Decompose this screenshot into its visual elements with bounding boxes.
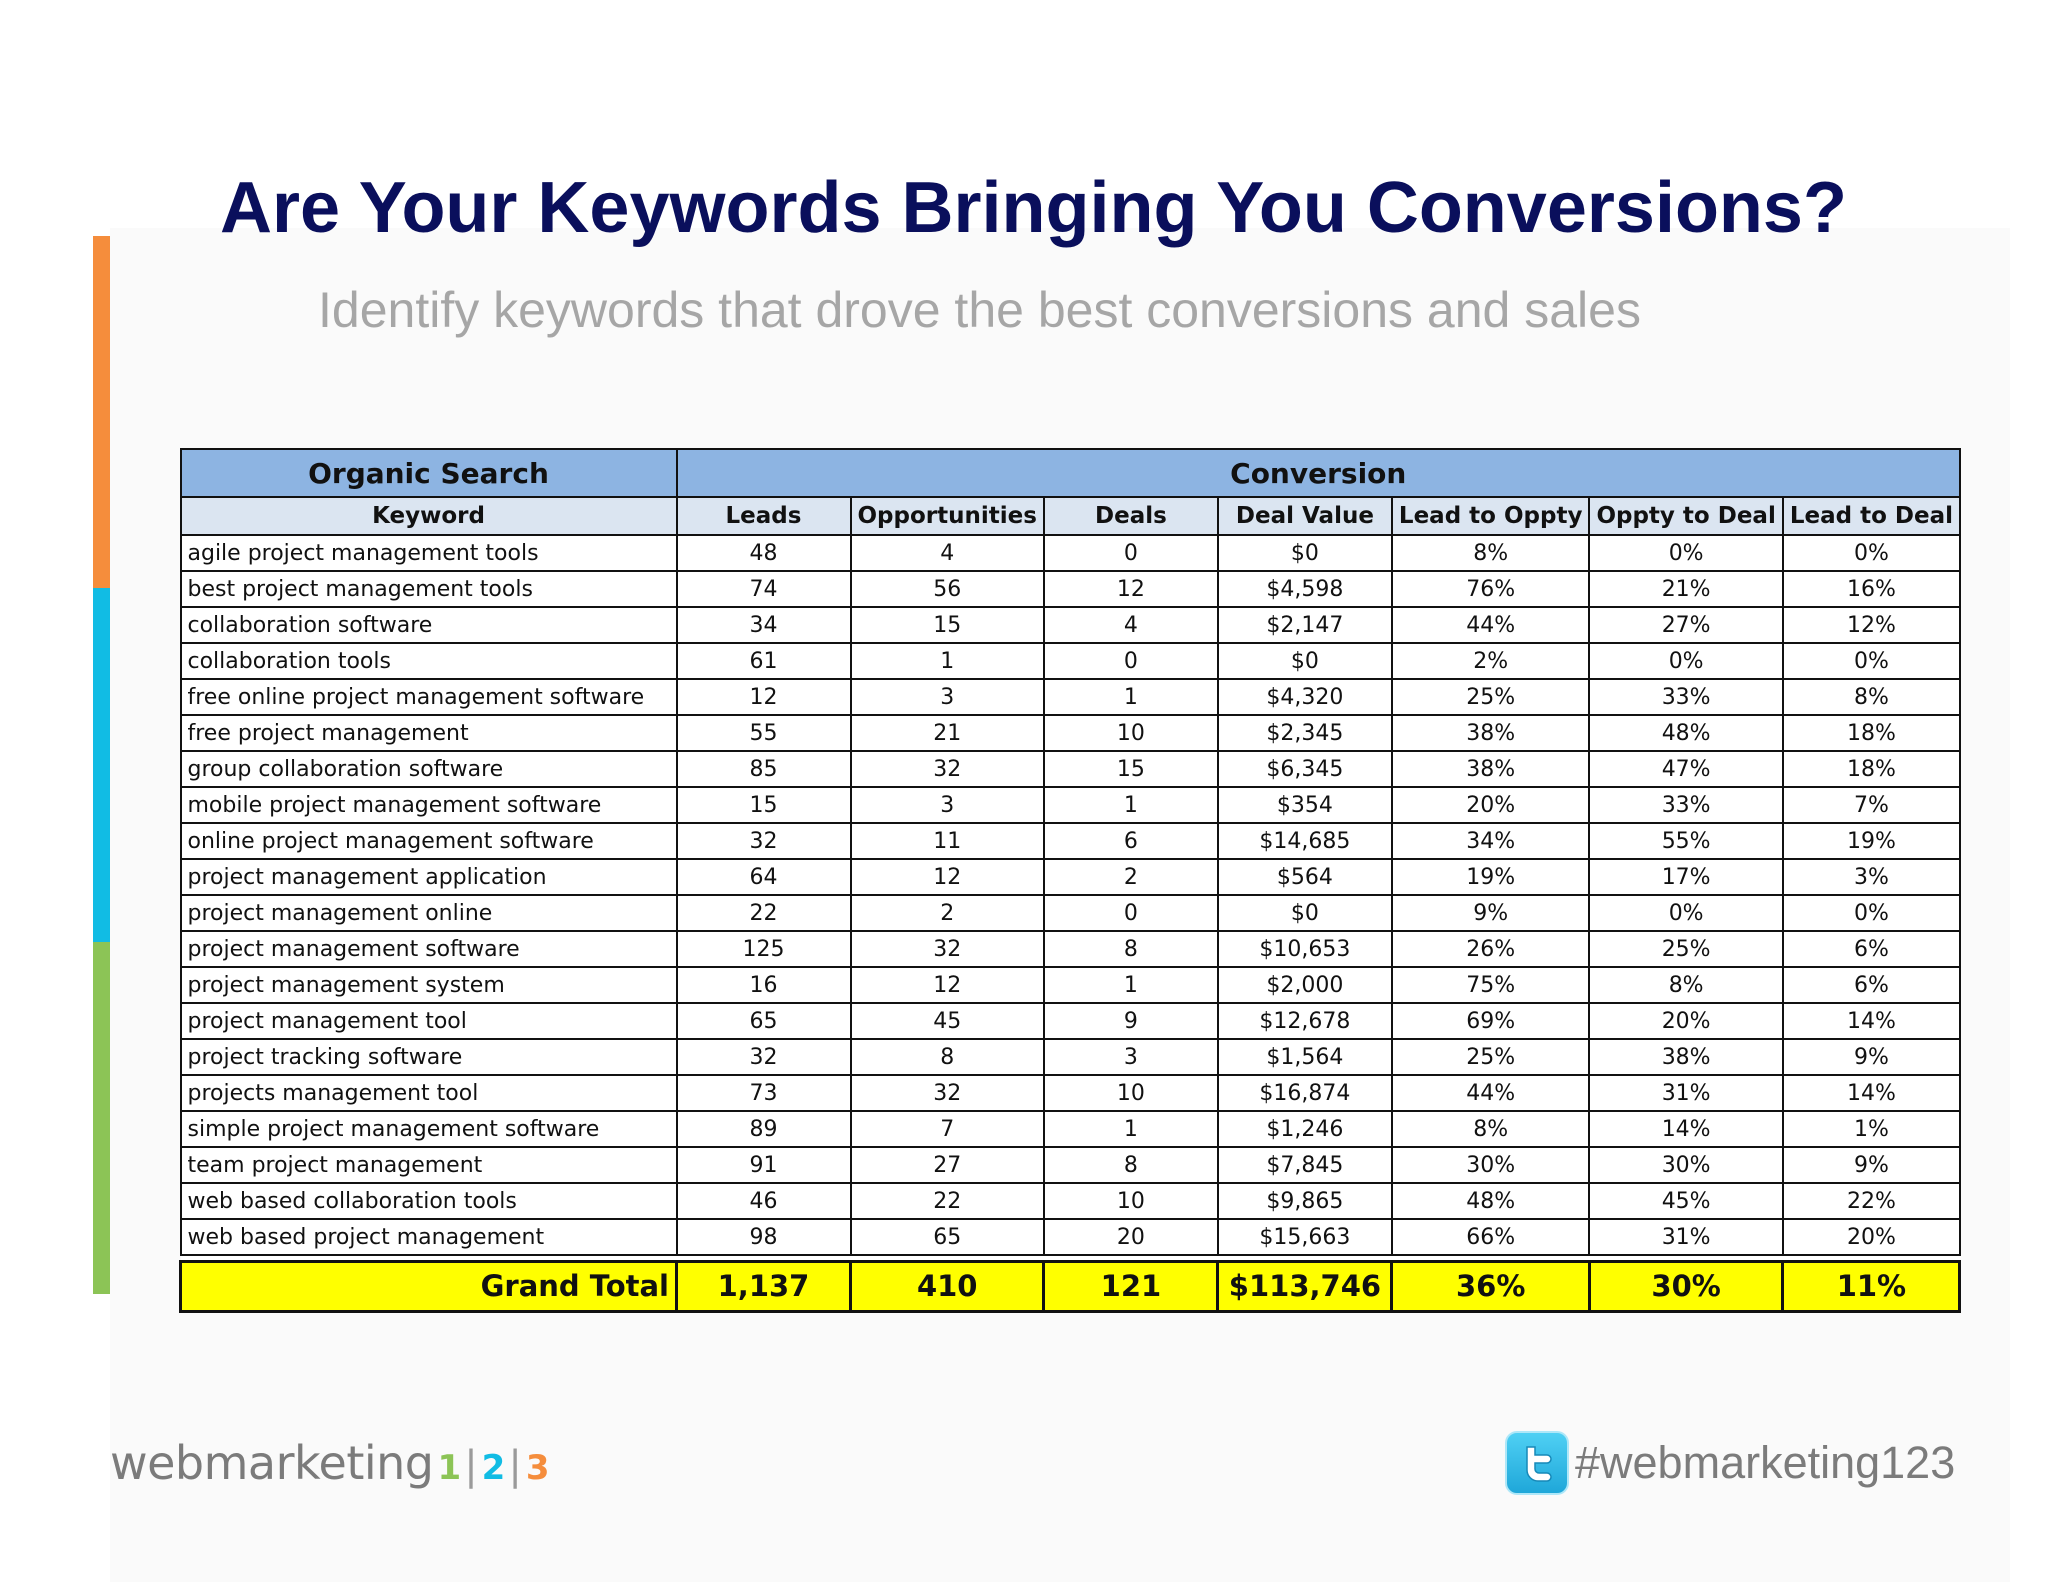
- cell-leads: 91: [677, 1147, 851, 1183]
- keyword-conversion-table: [179, 448, 1961, 1313]
- column-header-keyword: Keyword: [181, 497, 677, 535]
- cell-opportunities: 8: [851, 1039, 1044, 1075]
- cell-deals: 1: [1044, 967, 1218, 1003]
- cell-lead-to-oppty: 8%: [1392, 535, 1590, 571]
- cell-keyword: project management software: [181, 931, 677, 967]
- cell-keyword: collaboration tools: [181, 643, 677, 679]
- cell-keyword: project management system: [181, 967, 677, 1003]
- cell-lead-to-oppty: 30%: [1392, 1147, 1590, 1183]
- cell-lead-to-oppty: 44%: [1392, 607, 1590, 643]
- cell-leads: 32: [677, 1039, 851, 1075]
- cell-keyword: agile project management tools: [181, 535, 677, 571]
- cell-oppty-to-deal: 47%: [1589, 751, 1782, 787]
- cell-leads: 73: [677, 1075, 851, 1111]
- cell-opportunities: 22: [851, 1183, 1044, 1219]
- cell-leads: 85: [677, 751, 851, 787]
- cell-opportunities: 3: [851, 679, 1044, 715]
- cell-lead-to-deal: 9%: [1783, 1039, 1960, 1075]
- cell-deal-value: $1,564: [1218, 1039, 1392, 1075]
- cell-opportunities: 7: [851, 1111, 1044, 1147]
- table-row: [181, 859, 1960, 895]
- cell-deal-value: $6,345: [1218, 751, 1392, 787]
- cell-keyword: online project management software: [181, 823, 677, 859]
- table-row: [181, 967, 1960, 1003]
- cell-deal-value: $15,663: [1218, 1219, 1392, 1255]
- cell-oppty-to-deal: 21%: [1589, 571, 1782, 607]
- cell-leads: 15: [677, 787, 851, 823]
- column-header-lead-to-oppty: Lead to Oppty: [1392, 497, 1590, 535]
- cell-opportunities: 12: [851, 859, 1044, 895]
- cell-opportunities: 12: [851, 967, 1044, 1003]
- cell-deals: 1: [1044, 1111, 1218, 1147]
- table-row: [181, 1147, 1960, 1183]
- cell-keyword: web based collaboration tools: [181, 1183, 677, 1219]
- cell-lead-to-deal: 14%: [1783, 1003, 1960, 1039]
- cell-keyword: group collaboration software: [181, 751, 677, 787]
- grand-total-label: Grand Total: [181, 1261, 677, 1311]
- cell-oppty-to-deal: 14%: [1589, 1111, 1782, 1147]
- column-header-deals: Deals: [1044, 497, 1218, 535]
- grand-total-deal-value: $113,746: [1218, 1261, 1392, 1311]
- cell-deals: 0: [1044, 643, 1218, 679]
- cell-deals: 9: [1044, 1003, 1218, 1039]
- cell-opportunities: 4: [851, 535, 1044, 571]
- cell-keyword: project management application: [181, 859, 677, 895]
- table-row: [181, 679, 1960, 715]
- cell-opportunities: 11: [851, 823, 1044, 859]
- logo-digit-1: 1: [437, 1448, 462, 1488]
- cell-deal-value: $9,865: [1218, 1183, 1392, 1219]
- cell-keyword: web based project management: [181, 1219, 677, 1255]
- column-header-lead-to-deal: Lead to Deal: [1783, 497, 1960, 535]
- cell-leads: 32: [677, 823, 851, 859]
- cell-opportunities: 56: [851, 571, 1044, 607]
- cell-opportunities: 15: [851, 607, 1044, 643]
- cell-deals: 0: [1044, 535, 1218, 571]
- cell-lead-to-deal: 6%: [1783, 931, 1960, 967]
- cell-keyword: team project management: [181, 1147, 677, 1183]
- cell-deals: 12: [1044, 571, 1218, 607]
- cell-lead-to-oppty: 38%: [1392, 715, 1590, 751]
- cell-lead-to-oppty: 38%: [1392, 751, 1590, 787]
- group-header-organic-search: Organic Search: [181, 449, 677, 497]
- cell-oppty-to-deal: 8%: [1589, 967, 1782, 1003]
- cell-deals: 10: [1044, 1075, 1218, 1111]
- cell-oppty-to-deal: 55%: [1589, 823, 1782, 859]
- cell-lead-to-deal: 16%: [1783, 571, 1960, 607]
- table-row: [181, 1111, 1960, 1147]
- cell-lead-to-oppty: 69%: [1392, 1003, 1590, 1039]
- cell-leads: 22: [677, 895, 851, 931]
- cell-lead-to-oppty: 26%: [1392, 931, 1590, 967]
- cell-leads: 65: [677, 1003, 851, 1039]
- accent-bar-orange: [93, 236, 110, 588]
- cell-deal-value: $0: [1218, 535, 1392, 571]
- grand-total-oppty-to-deal: 30%: [1589, 1261, 1782, 1311]
- cell-deals: 8: [1044, 1147, 1218, 1183]
- cell-keyword: mobile project management software: [181, 787, 677, 823]
- cell-leads: 12: [677, 679, 851, 715]
- cell-keyword: collaboration software: [181, 607, 677, 643]
- cell-lead-to-deal: 3%: [1783, 859, 1960, 895]
- cell-lead-to-deal: 14%: [1783, 1075, 1960, 1111]
- cell-lead-to-oppty: 2%: [1392, 643, 1590, 679]
- cell-oppty-to-deal: 0%: [1589, 535, 1782, 571]
- cell-oppty-to-deal: 25%: [1589, 931, 1782, 967]
- column-header-leads: Leads: [677, 497, 851, 535]
- logo-word: webmarketing: [110, 1436, 434, 1490]
- table-row: [181, 1075, 1960, 1111]
- table-body: [181, 535, 1960, 1255]
- cell-oppty-to-deal: 33%: [1589, 679, 1782, 715]
- cell-leads: 34: [677, 607, 851, 643]
- logo-separator-1: |: [464, 1443, 478, 1489]
- cell-deals: 8: [1044, 931, 1218, 967]
- cell-lead-to-deal: 1%: [1783, 1111, 1960, 1147]
- cell-oppty-to-deal: 31%: [1589, 1219, 1782, 1255]
- cell-deal-value: $564: [1218, 859, 1392, 895]
- twitter-bird-icon: [1505, 1431, 1569, 1495]
- cell-deals: 0: [1044, 895, 1218, 931]
- table-row: [181, 715, 1960, 751]
- table-row: [181, 607, 1960, 643]
- column-header-row: [181, 497, 1960, 535]
- table-row: [181, 1003, 1960, 1039]
- cell-lead-to-oppty: 44%: [1392, 1075, 1590, 1111]
- cell-oppty-to-deal: 38%: [1589, 1039, 1782, 1075]
- cell-keyword: projects management tool: [181, 1075, 677, 1111]
- cell-deals: 10: [1044, 1183, 1218, 1219]
- cell-lead-to-oppty: 34%: [1392, 823, 1590, 859]
- cell-keyword: project tracking software: [181, 1039, 677, 1075]
- cell-lead-to-deal: 22%: [1783, 1183, 1960, 1219]
- accent-bar-green: [93, 942, 110, 1294]
- logo-digit-2: 2: [481, 1448, 506, 1488]
- cell-deal-value: $12,678: [1218, 1003, 1392, 1039]
- cell-lead-to-deal: 19%: [1783, 823, 1960, 859]
- cell-deal-value: $14,685: [1218, 823, 1392, 859]
- cell-deal-value: $10,653: [1218, 931, 1392, 967]
- table-row: [181, 787, 1960, 823]
- accent-bar-cyan: [93, 588, 110, 942]
- cell-deal-value: $4,320: [1218, 679, 1392, 715]
- column-header-opportunities: Opportunities: [851, 497, 1044, 535]
- cell-opportunities: 32: [851, 1075, 1044, 1111]
- column-header-oppty-to-deal: Oppty to Deal: [1589, 497, 1782, 535]
- cell-deals: 6: [1044, 823, 1218, 859]
- group-header-row: [181, 449, 1960, 497]
- hashtag-text: #webmarketing123: [1575, 1437, 1956, 1488]
- cell-keyword: free project management: [181, 715, 677, 751]
- cell-leads: 46: [677, 1183, 851, 1219]
- cell-lead-to-oppty: 19%: [1392, 859, 1590, 895]
- cell-deal-value: $16,874: [1218, 1075, 1392, 1111]
- cell-deals: 10: [1044, 715, 1218, 751]
- cell-lead-to-deal: 7%: [1783, 787, 1960, 823]
- cell-lead-to-oppty: 9%: [1392, 895, 1590, 931]
- cell-opportunities: 3: [851, 787, 1044, 823]
- cell-deal-value: $2,000: [1218, 967, 1392, 1003]
- cell-keyword: free online project management software: [181, 679, 677, 715]
- cell-lead-to-deal: 0%: [1783, 535, 1960, 571]
- cell-opportunities: 21: [851, 715, 1044, 751]
- cell-lead-to-deal: 6%: [1783, 967, 1960, 1003]
- cell-lead-to-oppty: 25%: [1392, 679, 1590, 715]
- cell-deal-value: $4,598: [1218, 571, 1392, 607]
- table-row: [181, 643, 1960, 679]
- cell-deals: 3: [1044, 1039, 1218, 1075]
- cell-deals: 20: [1044, 1219, 1218, 1255]
- cell-lead-to-deal: 12%: [1783, 607, 1960, 643]
- slide-subtitle: Identify keywords that drove the best conversions and sales: [318, 282, 1641, 338]
- cell-lead-to-deal: 20%: [1783, 1219, 1960, 1255]
- cell-leads: 98: [677, 1219, 851, 1255]
- cell-lead-to-oppty: 75%: [1392, 967, 1590, 1003]
- cell-deals: 1: [1044, 787, 1218, 823]
- cell-deals: 4: [1044, 607, 1218, 643]
- cell-oppty-to-deal: 27%: [1589, 607, 1782, 643]
- webmarketing123-logo: [110, 1436, 550, 1496]
- cell-oppty-to-deal: 48%: [1589, 715, 1782, 751]
- logo-digit-3: 3: [525, 1448, 550, 1488]
- cell-deal-value: $1,246: [1218, 1111, 1392, 1147]
- grand-total-row: [181, 1261, 1960, 1311]
- table-row: [181, 895, 1960, 931]
- cell-deal-value: $2,345: [1218, 715, 1392, 751]
- cell-oppty-to-deal: 30%: [1589, 1147, 1782, 1183]
- cell-lead-to-deal: 18%: [1783, 751, 1960, 787]
- cell-keyword: best project management tools: [181, 571, 677, 607]
- cell-deal-value: $7,845: [1218, 1147, 1392, 1183]
- cell-lead-to-oppty: 25%: [1392, 1039, 1590, 1075]
- cell-lead-to-oppty: 8%: [1392, 1111, 1590, 1147]
- cell-leads: 61: [677, 643, 851, 679]
- cell-deals: 15: [1044, 751, 1218, 787]
- table-row: [181, 931, 1960, 967]
- cell-lead-to-deal: 18%: [1783, 715, 1960, 751]
- cell-opportunities: 2: [851, 895, 1044, 931]
- table-row: [181, 535, 1960, 571]
- cell-oppty-to-deal: 0%: [1589, 895, 1782, 931]
- cell-leads: 125: [677, 931, 851, 967]
- cell-oppty-to-deal: 31%: [1589, 1075, 1782, 1111]
- cell-opportunities: 32: [851, 931, 1044, 967]
- cell-opportunities: 27: [851, 1147, 1044, 1183]
- cell-leads: 89: [677, 1111, 851, 1147]
- twitter-t-glyph: [1515, 1441, 1559, 1485]
- cell-keyword: project management tool: [181, 1003, 677, 1039]
- cell-oppty-to-deal: 45%: [1589, 1183, 1782, 1219]
- grand-total-leads: 1,137: [677, 1261, 851, 1311]
- cell-opportunities: 65: [851, 1219, 1044, 1255]
- cell-oppty-to-deal: 20%: [1589, 1003, 1782, 1039]
- cell-leads: 64: [677, 859, 851, 895]
- grand-total-deals: 121: [1044, 1261, 1218, 1311]
- grand-total-lead-to-deal: 11%: [1783, 1261, 1960, 1311]
- cell-deal-value: $2,147: [1218, 607, 1392, 643]
- cell-leads: 16: [677, 967, 851, 1003]
- table-row: [181, 571, 1960, 607]
- cell-leads: 55: [677, 715, 851, 751]
- cell-opportunities: 1: [851, 643, 1044, 679]
- cell-deals: 2: [1044, 859, 1218, 895]
- cell-deal-value: $0: [1218, 643, 1392, 679]
- table-row: [181, 751, 1960, 787]
- logo-separator-2: |: [508, 1443, 522, 1489]
- cell-deal-value: $354: [1218, 787, 1392, 823]
- table-row: [181, 1183, 1960, 1219]
- cell-leads: 48: [677, 535, 851, 571]
- cell-lead-to-deal: 9%: [1783, 1147, 1960, 1183]
- cell-lead-to-deal: 8%: [1783, 679, 1960, 715]
- cell-opportunities: 32: [851, 751, 1044, 787]
- cell-lead-to-oppty: 48%: [1392, 1183, 1590, 1219]
- cell-keyword: simple project management software: [181, 1111, 677, 1147]
- cell-oppty-to-deal: 33%: [1589, 787, 1782, 823]
- cell-keyword: project management online: [181, 895, 677, 931]
- group-header-conversion: Conversion: [677, 449, 1960, 497]
- cell-lead-to-oppty: 76%: [1392, 571, 1590, 607]
- cell-opportunities: 45: [851, 1003, 1044, 1039]
- cell-lead-to-oppty: 66%: [1392, 1219, 1590, 1255]
- cell-lead-to-deal: 0%: [1783, 895, 1960, 931]
- cell-deals: 1: [1044, 679, 1218, 715]
- table-row: [181, 823, 1960, 859]
- cell-leads: 74: [677, 571, 851, 607]
- cell-lead-to-oppty: 20%: [1392, 787, 1590, 823]
- cell-lead-to-deal: 0%: [1783, 643, 1960, 679]
- twitter-hashtag: [1505, 1428, 1955, 1498]
- grand-total-lead-to-oppty: 36%: [1392, 1261, 1590, 1311]
- cell-oppty-to-deal: 0%: [1589, 643, 1782, 679]
- cell-oppty-to-deal: 17%: [1589, 859, 1782, 895]
- table-row: [181, 1039, 1960, 1075]
- slide-title: Are Your Keywords Bringing You Conversions?: [220, 168, 1847, 248]
- grand-total-opportunities: 410: [851, 1261, 1044, 1311]
- column-header-deal-value: Deal Value: [1218, 497, 1392, 535]
- table-row: [181, 1219, 1960, 1255]
- cell-deal-value: $0: [1218, 895, 1392, 931]
